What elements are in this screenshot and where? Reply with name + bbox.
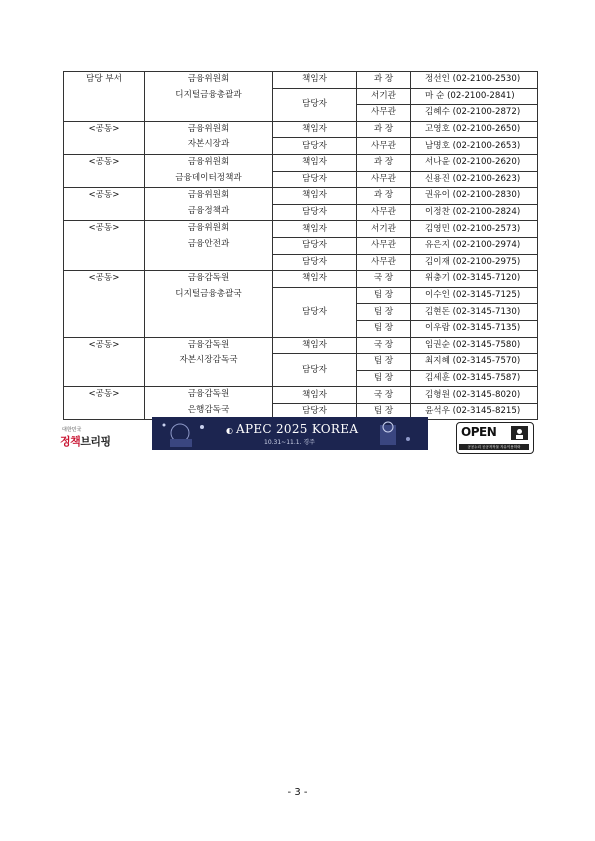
title-cell: 팀 장 (357, 370, 411, 387)
title-cell: 과 장 (357, 188, 411, 205)
contact-cell: 권유이 (02-2100-2830) (411, 188, 538, 205)
role-cell: 책임자 (273, 387, 357, 404)
title-cell: 과 장 (357, 72, 411, 89)
kogl-open-license-badge[interactable]: OPEN 공공누리 공공저작물 자유이용허락 (456, 422, 534, 454)
department-cell: 금융위원회 금융안전과 (145, 221, 273, 271)
contact-table (63, 71, 538, 420)
apec-2025-banner[interactable]: ◐ APEC 2025 KOREA 10.31~11.1. 경주 (152, 417, 428, 450)
title-cell: 국 장 (357, 337, 411, 354)
division-cell: <공동> (64, 271, 145, 337)
contact-cell: 고영호 (02-2100-2650) (411, 121, 538, 138)
title-cell: 서기관 (357, 221, 411, 238)
role-cell: 담당자 (273, 138, 357, 155)
title-cell: 사무관 (357, 254, 411, 271)
title-cell: 서기관 (357, 88, 411, 105)
role-cell: 담당자 (273, 204, 357, 221)
department-cell: 금융위원회 금융데이터정책과 (145, 154, 273, 187)
contact-cell: 정선인 (02-2100-2530) (411, 72, 538, 89)
contact-cell: 유은지 (02-2100-2974) (411, 237, 538, 254)
department-cell: 금융감독원 디지털금융총괄국 (145, 271, 273, 337)
contact-cell: 서나윤 (02-2100-2620) (411, 154, 538, 171)
footer-logos (0, 414, 595, 454)
role-cell: 책임자 (273, 154, 357, 171)
title-cell: 팀 장 (357, 287, 411, 304)
title-cell: 과 장 (357, 121, 411, 138)
contact-cell: 이정찬 (02-2100-2824) (411, 204, 538, 221)
contact-cell: 김영민 (02-2100-2573) (411, 221, 538, 238)
role-cell: 담당자 (273, 171, 357, 188)
contact-cell: 마 순 (02-2100-2841) (411, 88, 538, 105)
department-cell: 금융위원회 디지털금융총괄과 (145, 72, 273, 122)
division-cell: <공동> (64, 387, 145, 420)
contact-cell: 이우람 (02-3145-7135) (411, 320, 538, 337)
division-cell: 담당 부서 (64, 72, 145, 122)
division-cell: <공동> (64, 337, 145, 387)
contact-cell: 이수인 (02-3145-7125) (411, 287, 538, 304)
title-cell: 국 장 (357, 387, 411, 404)
role-cell: 담당자 (273, 354, 357, 387)
role-cell: 책임자 (273, 188, 357, 205)
title-cell: 팀 장 (357, 320, 411, 337)
division-cell: <공동> (64, 121, 145, 154)
department-cell: 금융감독원 은행감독국 (145, 387, 273, 420)
role-cell: 담당자 (273, 403, 357, 420)
contact-cell: 남명호 (02-2100-2653) (411, 138, 538, 155)
attribution-icon (511, 426, 528, 440)
department-cell: 금융감독원 자본시장감독국 (145, 337, 273, 387)
title-cell: 팀 장 (357, 403, 411, 420)
division-cell: <공동> (64, 188, 145, 221)
title-cell: 사무관 (357, 171, 411, 188)
contact-cell: 김이재 (02-2100-2975) (411, 254, 538, 271)
division-cell: <공동> (64, 154, 145, 187)
role-cell: 책임자 (273, 271, 357, 288)
department-cell: 금융위원회 금융정책과 (145, 188, 273, 221)
role-cell: 책임자 (273, 121, 357, 138)
role-cell: 담당자 (273, 254, 357, 271)
role-cell: 책임자 (273, 72, 357, 89)
title-cell: 사무관 (357, 138, 411, 155)
title-cell: 팀 장 (357, 354, 411, 371)
contact-cell: 임권순 (02-3145-7580) (411, 337, 538, 354)
role-cell: 담당자 (273, 237, 357, 254)
contact-cell: 김형원 (02-3145-8020) (411, 387, 538, 404)
department-cell: 금융위원회 자본시장과 (145, 121, 273, 154)
apec-mark-icon: ◐ (226, 426, 233, 435)
page-number: - 3 - (287, 787, 308, 798)
title-cell: 국 장 (357, 271, 411, 288)
contact-cell: 최지혜 (02-3145-7570) (411, 354, 538, 371)
contact-cell: 김혜수 (02-2100-2872) (411, 105, 538, 122)
contact-cell: 위충기 (02-3145-7120) (411, 271, 538, 288)
contact-cell: 윤석우 (02-3145-8215) (411, 403, 538, 420)
contact-cell: 김현돈 (02-3145-7130) (411, 304, 538, 321)
role-cell: 담당자 (273, 88, 357, 121)
role-cell: 책임자 (273, 221, 357, 238)
division-cell: <공동> (64, 221, 145, 271)
korea-policy-briefing-logo[interactable]: 대한민국 정책브리핑 (60, 427, 111, 448)
contact-cell: 신용진 (02-2100-2623) (411, 171, 538, 188)
title-cell: 과 장 (357, 154, 411, 171)
title-cell: 사무관 (357, 204, 411, 221)
title-cell: 팀 장 (357, 304, 411, 321)
role-cell: 담당자 (273, 287, 357, 337)
title-cell: 사무관 (357, 105, 411, 122)
role-cell: 책임자 (273, 337, 357, 354)
contact-cell: 김세훈 (02-3145-7587) (411, 370, 538, 387)
title-cell: 사무관 (357, 237, 411, 254)
